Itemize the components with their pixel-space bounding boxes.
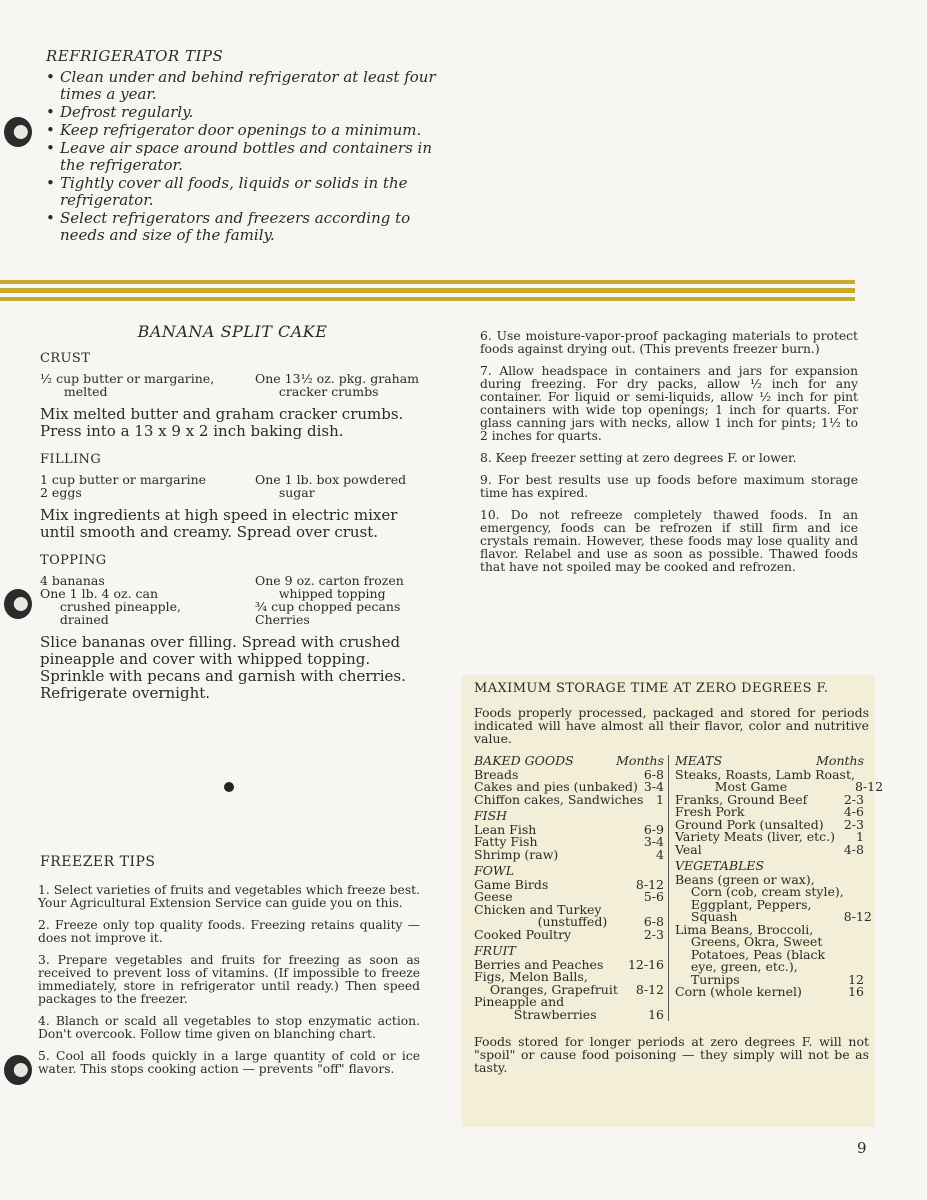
filling-heading: FILLING [40, 452, 102, 467]
storage-group-heading [474, 865, 664, 878]
storage-months: 2-3 [843, 816, 864, 832]
food-item: Shrimp (raw) [474, 846, 559, 862]
divider-band [0, 297, 855, 301]
food-item: Variety Meats (liver, etc.) [675, 829, 835, 844]
crust-heading: CRUST [40, 351, 91, 366]
storage-group-heading [474, 945, 664, 958]
storage-months: 3-4 [643, 779, 664, 794]
crust-ingredients [40, 372, 425, 398]
storage-months: 8-12 [854, 779, 884, 794]
storage-row [675, 841, 864, 857]
freezer-tip: 1. Select varieties of fruits and vegetables which freeze best. Your Agricultural Extension Service can guide you on this. [38, 883, 420, 910]
storage-months: 16 [648, 1006, 664, 1022]
freezer-tip: 6. Use moisture-vapor-proof packaging materials to protect foods against drying out. (This prevents freezer burn.) [480, 329, 858, 356]
tip-item: • Keep refrigerator door openings to a minimum. [46, 122, 446, 139]
food-item: Lean Fish [474, 821, 537, 837]
storage-row [474, 996, 664, 1021]
storage-months: 5-6 [643, 889, 664, 904]
food-item: Cooked Poultry [474, 926, 572, 942]
freezer-tips-column-2 [480, 330, 858, 583]
storage-months: 16 [848, 984, 864, 999]
freezer-tips-title: FREEZER TIPS [40, 854, 156, 870]
food-item: Berries and Peaches [474, 956, 604, 972]
storage-months: 8-12 [635, 981, 664, 997]
storage-months: 2-3 [843, 791, 864, 807]
refrigerator-tips [46, 48, 446, 245]
tip-item: • Tightly cover all foods, liquids or solids in the refrigerator. [46, 175, 446, 209]
binder-hole [4, 1055, 32, 1085]
food-item: Steaks, Roasts, Lamb Roast, Most Game [675, 766, 855, 794]
storage-months: 1 [656, 791, 664, 807]
crust-instructions: Mix melted butter and graham cracker crumbs. Press into a 13 x 9 x 2 inch baking dish. [40, 405, 404, 440]
storage-months: 2-3 [643, 926, 664, 942]
freezer-tip: 9. For best results use up foods before maximum storage time has expired. [480, 473, 858, 500]
storage-months: 4-8 [843, 841, 864, 857]
storage-months: 6-8 [643, 914, 664, 929]
storage-months: 6-8 [643, 766, 664, 782]
storage-row [474, 846, 664, 862]
food-item: Cakes and pies (unbaked) [474, 779, 638, 794]
tip-item: • Leave air space around bottles and containers in the refrigerator. [46, 140, 446, 174]
bullet-dot [224, 782, 234, 792]
ingredient-right: One 9 oz. carton frozen whipped topping ¾ cup chopped pecans Cherries [255, 573, 404, 627]
refrigerator-tips-list [46, 69, 446, 244]
ingredient-left: 4 bananas One 1 lb. 4 oz. can crushed pineapple, drained [40, 573, 182, 627]
binder-hole [4, 589, 32, 619]
topping-instructions: Slice bananas over filling. Spread with crushed pineapple and cover with whipped topping. Sprinkle with pecans and garnish with cherries. Refrigerate overnight. [40, 633, 406, 702]
storage-time-box [462, 675, 884, 1127]
freezer-tip: 8. Keep freezer setting at zero degrees F. or lower. [480, 451, 797, 465]
freezer-tip: 10. Do not refreeze completely thawed foods. In an emergency, foods can be refrozen if still firm and ice crystals remain. However, these foods may lose quality and flavor. Relabel and use as soon as possible. Thawed foods that have not spoiled may be cooked and refrozen. [480, 508, 858, 574]
ingredient-left: ½ cup butter or margarine, melted [40, 371, 215, 399]
storage-row [474, 971, 664, 996]
storage-row [675, 766, 884, 794]
ingredient-right: One 13½ oz. pkg. graham cracker crumbs [255, 371, 420, 399]
group-name: FISH [474, 808, 508, 823]
filling-instructions: Mix ingredients at high speed in electric mixer until smooth and creamy. Spread over crust. [40, 506, 398, 541]
freezer-tip: 7. Allow headspace in containers and jars for expansion during freezing. For dry packs, allow ½ inch for any container. For liquid or semi-liquids, allow ½ inch for pint containers with wide top openings; 1 inch for quarts. For glass canning jars with necks, allow 1 inch for pints; 1½ to 2 inches for quarts. [480, 364, 858, 443]
recipe-title: BANANA SPLIT CAKE [137, 322, 328, 341]
storage-group-heading [474, 810, 664, 823]
storage-group-heading [474, 755, 664, 768]
ingredient-right: One 1 lb. box powdered sugar [255, 472, 407, 500]
food-item: Fatty Fish [474, 834, 538, 849]
freezer-tip: 3. Prepare vegetables and fruits for freezing as soon as received to prevent loss of vitamins. (If impossible to freeze immediately, store in refrigerator until ready.) Then speed packages to the freezer. [38, 953, 420, 1006]
food-item: Pineapple and Strawberries [474, 994, 597, 1022]
storage-row [675, 986, 864, 999]
food-item: Geese [474, 889, 513, 904]
group-name: FOWL [474, 863, 515, 878]
filling-ingredients [40, 473, 425, 499]
ingredient-left: 1 cup butter or margarine 2 eggs [40, 472, 207, 500]
storage-title: MAXIMUM STORAGE TIME AT ZERO DEGREES F. [474, 681, 829, 696]
storage-months: 4 [656, 846, 664, 862]
food-item: Fresh Pork [675, 804, 745, 819]
storage-months: 12 [848, 971, 864, 987]
banana-split-cake-recipe [40, 322, 425, 714]
food-item: Breads [474, 766, 519, 782]
binder-hole [4, 117, 32, 147]
storage-footer: Foods stored for longer periods at zero degrees F. will not "spoil" or cause food poisoning — they simply will not be as tasty. [474, 1034, 869, 1075]
refrigerator-tips-title: REFRIGERATOR TIPS [46, 47, 224, 65]
group-name: VEGETABLES [675, 858, 765, 873]
storage-months: 1 [856, 829, 864, 844]
food-item: Chicken and Turkey (unstuffed) [474, 901, 608, 929]
group-name: FRUIT [474, 943, 516, 958]
freezer-tip: 2. Freeze only top quality foods. Freezing retains quality — does not improve it. [38, 918, 420, 945]
divider-band [0, 280, 855, 284]
divider-band [0, 288, 855, 293]
storage-row [474, 926, 664, 942]
storage-table [474, 753, 884, 1022]
storage-row [675, 871, 872, 924]
freezer-tips-column-1 [38, 884, 420, 1085]
months-label: Months [816, 753, 864, 768]
food-item: Game Birds [474, 876, 549, 892]
storage-row [675, 921, 864, 987]
freezer-tip: 4. Blanch or scald all vegetables to stop enzymatic action. Don't overcook. Follow time given on blanching chart. [38, 1014, 420, 1041]
topping-heading: TOPPING [40, 553, 107, 568]
storage-group-heading [675, 860, 864, 873]
food-item: Franks, Ground Beef [675, 791, 808, 807]
storage-row [675, 831, 864, 844]
freezer-tip: 5. Cool all foods quickly in a large quantity of cold or ice water. This stops cooking action — prevents "off" flavors. [38, 1049, 420, 1076]
months-label: Months [616, 753, 664, 768]
tip-item: • Select refrigerators and freezers according to needs and size of the family. [46, 210, 446, 244]
storage-months: 8-12 [635, 876, 664, 892]
storage-row [474, 901, 664, 929]
storage-months: 12-16 [627, 956, 664, 972]
food-item: Figs, Melon Balls, Oranges, Grapefruit [474, 969, 618, 997]
food-item: Chiffon cakes, Sandwiches [474, 791, 644, 807]
tip-item: • Defrost regularly. [46, 104, 446, 121]
topping-ingredients [40, 574, 425, 626]
storage-column-left [474, 755, 669, 1021]
storage-intro: Foods properly processed, packaged and stored for periods indicated will have almost all their flavor, color and nutritive value. [474, 705, 869, 746]
storage-months: 4-6 [843, 804, 864, 819]
page-number: 9 [857, 1139, 867, 1157]
storage-months: 3-4 [643, 834, 664, 849]
group-name: MEATS [675, 753, 723, 768]
storage-column-right [669, 753, 884, 1021]
storage-months: 6-9 [643, 821, 664, 837]
food-item: Corn (whole kernel) [675, 984, 802, 999]
food-item: Beans (green or wax), Corn (cob, cream style), Eggplant, Peppers, Squash [675, 871, 844, 924]
food-item: Veal [675, 841, 702, 857]
storage-group-heading [675, 755, 864, 768]
tip-item: • Clean under and behind refrigerator at least four times a year. [46, 69, 446, 103]
group-name: BAKED GOODS [474, 753, 574, 768]
food-item: Ground Pork (unsalted) [675, 816, 824, 832]
storage-row [474, 791, 664, 807]
storage-months: 8-12 [843, 909, 872, 924]
food-item: Lima Beans, Broccoli, Greens, Okra, Sweet Potatoes, Peas (black eye, green, etc.), Turnips [675, 921, 826, 987]
